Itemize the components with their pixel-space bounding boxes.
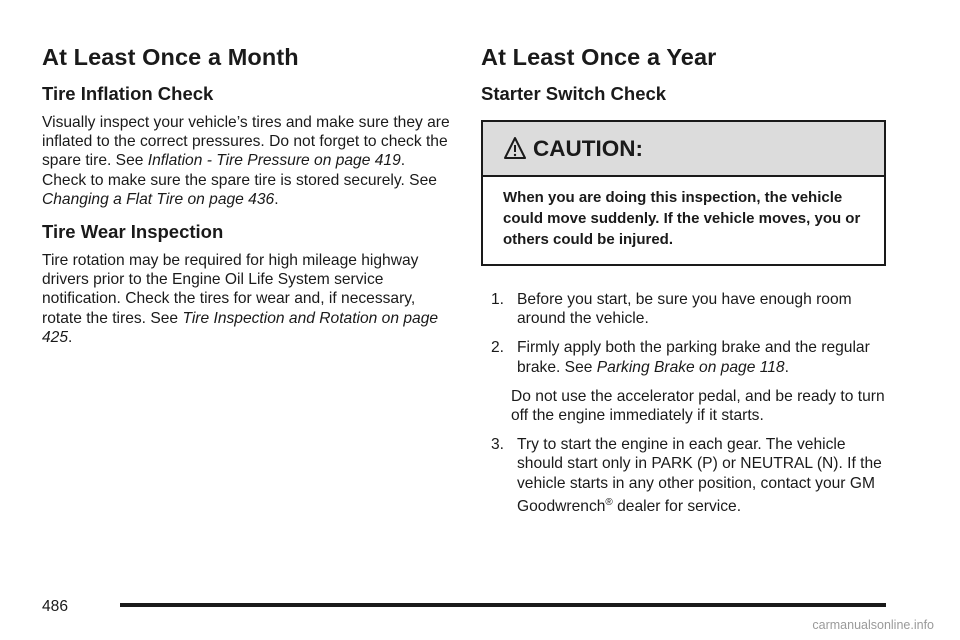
warning-brace-icon (503, 136, 527, 162)
page-reference-link[interactable]: Parking Brake on page 118 (596, 358, 785, 376)
step-note: Do not use the accelerator pedal, and be ready to turn off the engine immediately if it starts. (511, 387, 885, 425)
caution-label: CAUTION: (533, 135, 643, 161)
subheading-tire-wear: Tire Wear Inspection (42, 221, 224, 243)
paragraph-tire-wear (42, 251, 452, 347)
step-text-tail: . (784, 358, 789, 376)
page-number: 486 (42, 598, 69, 615)
section-heading-yearly: At Least Once a Year (481, 44, 717, 70)
page-reference-link[interactable]: Changing a Flat Tire on page 436 (42, 190, 275, 208)
paragraph-tire-inflation (42, 113, 452, 209)
right-column (481, 44, 886, 526)
list-item (481, 338, 886, 376)
step-text: Before you start, be sure you have enough room around the vehicle. (517, 291, 852, 328)
watermark[interactable]: carmanualsonline.info (812, 618, 934, 632)
caution-box (481, 120, 886, 266)
caution-header (483, 122, 884, 177)
step-number: 2. (491, 339, 505, 357)
step-text: Try to start the engine in each gear. The vehicle should start only in PARK (P) or NEUTRAL (N). If the vehicle starts in any other position, contact your GM Goodwrench (517, 436, 882, 516)
left-column (42, 44, 452, 359)
text-segment: Tire rotation may be required for high mileage highway drivers prior to the Engine Oil Life System service notification. Check the tires for wear and, if necessary, rotate the tires. See (42, 252, 419, 327)
list-item (481, 435, 886, 516)
footer-rule (120, 603, 886, 607)
section-heading-monthly: At Least Once a Month (42, 44, 299, 70)
subheading-starter-switch: Starter Switch Check (481, 83, 667, 104)
list-item (481, 290, 886, 328)
text-segment: . (68, 328, 73, 346)
text-segment: Visually inspect your vehicle’s tires and make sure they are inflated to the correct pressures. Do not forget to check the spare tire. See (42, 114, 450, 170)
step-text-tail: dealer for service. (612, 498, 742, 516)
step-number: 1. (491, 291, 505, 308)
text-segment: . Check to make sure the spare tire is stored securely. See (42, 152, 437, 189)
page-reference-link[interactable]: Tire Inspection and Rotation on page 425 (42, 309, 439, 346)
step-text: Firmly apply both the parking brake and the regular brake. See (517, 339, 870, 376)
subheading-tire-inflation: Tire Inflation Check (42, 83, 214, 104)
text-segment: . (274, 190, 279, 208)
caution-text: When you are doing this inspection, the vehicle could move suddenly. If the vehicle moves, you or others could be injured. (503, 189, 861, 248)
steps-list-continued (481, 435, 886, 516)
registered-mark: ® (605, 496, 613, 508)
steps-list (481, 290, 886, 377)
page-reference-link[interactable]: Inflation - Tire Pressure on page 419 (147, 152, 401, 170)
step-number: 3. (491, 436, 505, 454)
